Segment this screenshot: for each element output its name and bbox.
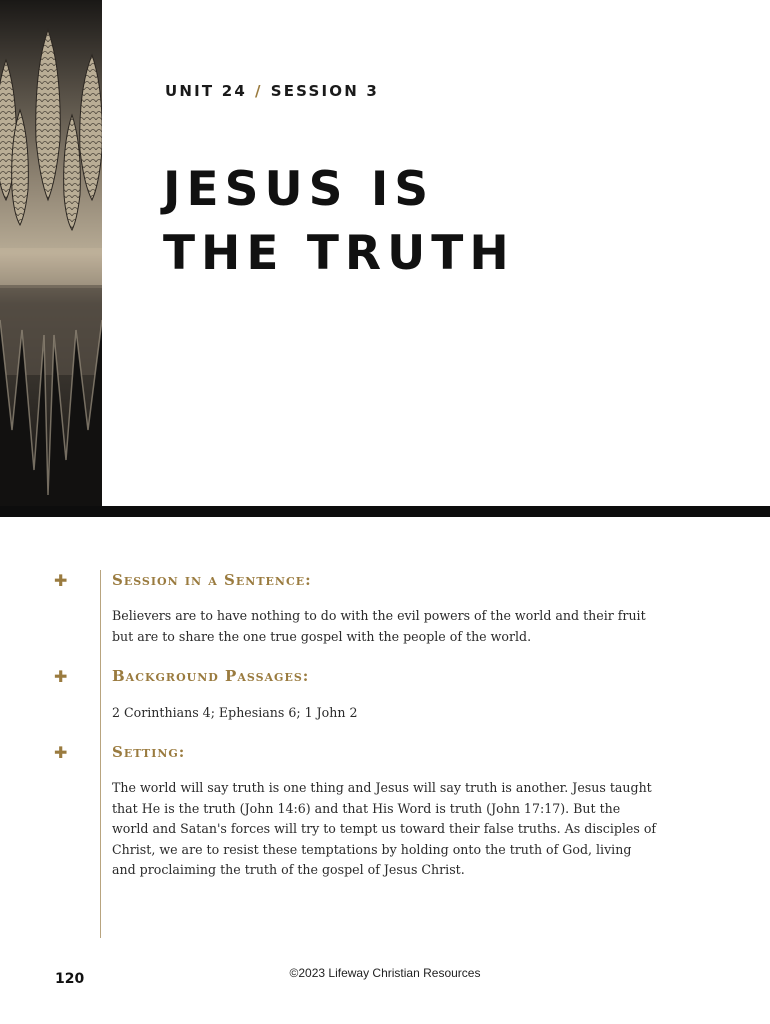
page-title xyxy=(163,158,515,286)
page-number: 120 xyxy=(55,971,85,987)
session-label: SESSION 3 xyxy=(270,82,380,100)
section-heading-setting: Setting: xyxy=(112,743,186,761)
divider-bar xyxy=(0,506,770,517)
copyright-notice: ©2023 Lifeway Christian Resources xyxy=(289,966,481,980)
title-line-1: JESUS IS xyxy=(163,162,435,217)
section-body-setting: The world will say truth is one thing and Jesus will say truth is another. Jesus taught that He is the truth (John 14:6) and that His Word is truth (John 17:17). But the world and Satan's forces will try to tempt us toward their false truths. As disciples of Christ, we are to resist these temptations by holding onto the truth of God, living and proclaiming the truth of the gospel of Jesus Christ. xyxy=(112,780,657,878)
section-body-sentence: Believers are to have nothing to do with the evil powers of the world and their fruit but are to share the one true gospel with the people of the world. xyxy=(112,608,646,644)
plus-icon: ✚ xyxy=(54,743,68,762)
decorative-art-strip xyxy=(0,0,102,507)
unit-label: UNIT 24 xyxy=(165,82,248,100)
plus-icon: ✚ xyxy=(54,571,68,590)
separator-slash: / xyxy=(255,82,263,100)
section-body-passages: 2 Corinthians 4; Ephesians 6; 1 John 2 xyxy=(112,705,358,720)
section-heading-passages: Background Passages: xyxy=(112,667,310,685)
section-heading-sentence: Session in a Sentence: xyxy=(112,571,312,589)
section-vertical-rule xyxy=(100,570,101,938)
fish-artwork-image xyxy=(0,0,102,507)
title-line-2: THE TRUTH xyxy=(163,226,515,281)
unit-session-label xyxy=(165,82,379,100)
plus-icon: ✚ xyxy=(54,667,68,686)
